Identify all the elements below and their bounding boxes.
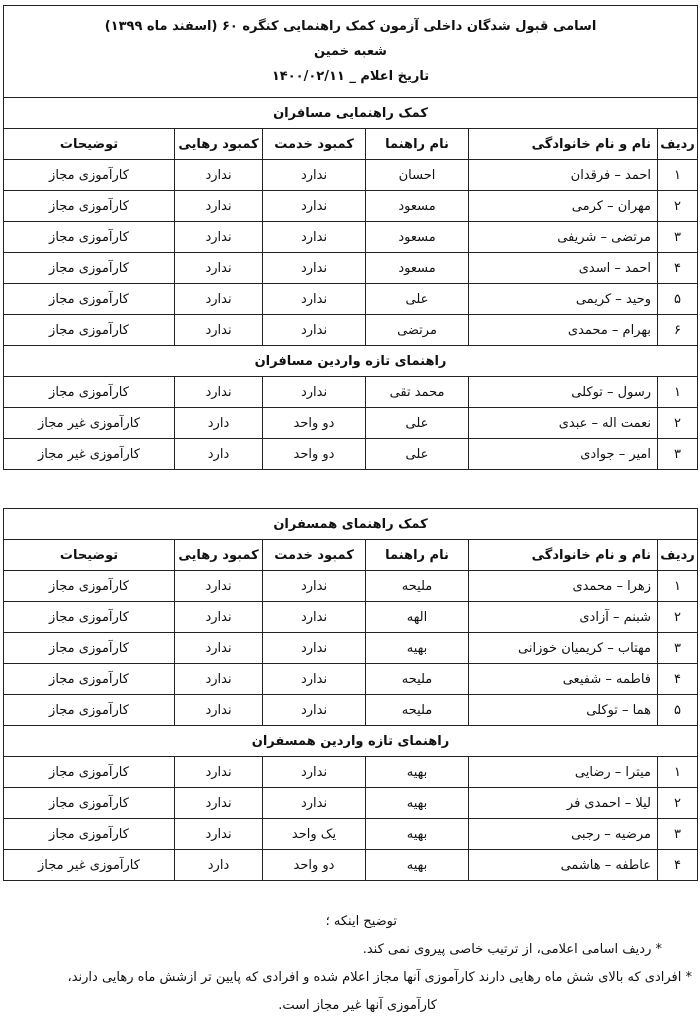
release-shortfall: ندارد (175, 191, 263, 222)
table-row (4, 222, 698, 253)
release-shortfall: ندارد (175, 757, 263, 788)
row-index: ۳ (658, 633, 698, 664)
guide-name: ملیحه (366, 571, 469, 602)
guide-name: مسعود (366, 253, 469, 284)
person-name: لیلا – احمدی فر (469, 788, 658, 819)
guide-name: احسان (366, 160, 469, 191)
service-shortfall: یک واحد (263, 819, 366, 850)
release-shortfall: ندارد (175, 284, 263, 315)
row-description: کارآموزی مجاز (4, 602, 175, 633)
release-shortfall: ندارد (175, 695, 263, 726)
table-1 (3, 5, 698, 470)
release-shortfall: ندارد (175, 819, 263, 850)
person-name: بهرام – محمدی (469, 315, 658, 346)
table-row (4, 664, 698, 695)
row-description: کارآموزی مجاز (4, 695, 175, 726)
person-name: مرضیه – رجبی (469, 819, 658, 850)
person-name: مهتاب – کریمیان خوزانی (469, 633, 658, 664)
row-index: ۱ (658, 757, 698, 788)
service-shortfall: ندارد (263, 664, 366, 695)
person-name: میترا – رضایی (469, 757, 658, 788)
person-name: امیر – جوادی (469, 439, 658, 470)
guide-name: علی (366, 439, 469, 470)
row-description: کارآموزی مجاز (4, 253, 175, 284)
guide-name: علی (366, 408, 469, 439)
notes-section (10, 908, 692, 1020)
person-name: رسول – توکلی (469, 377, 658, 408)
person-name: شبنم – آزادی (469, 602, 658, 633)
service-shortfall: ندارد (263, 571, 366, 602)
service-shortfall: دو واحد (263, 408, 366, 439)
row-index: ۴ (658, 253, 698, 284)
section-title-row (4, 726, 698, 757)
release-shortfall: ندارد (175, 571, 263, 602)
release-shortfall: ندارد (175, 664, 263, 695)
service-shortfall: ندارد (263, 602, 366, 633)
service-shortfall: ندارد (263, 284, 366, 315)
guide-name: مسعود (366, 191, 469, 222)
document-title: اسامی قبول شدگان داخلی آزمون کمک راهنمایی کنگره ۶۰ (اسفند ماه ۱۳۹۹) (104, 19, 597, 34)
table-row (4, 695, 698, 726)
release-shortfall: دارد (175, 408, 263, 439)
person-name: عاطفه – هاشمی (469, 850, 658, 881)
row-description: کارآموزی مجاز (4, 788, 175, 819)
header-description: توضیحات (4, 129, 175, 160)
table-row (4, 191, 698, 222)
row-description: کارآموزی مجاز (4, 633, 175, 664)
service-shortfall: ندارد (263, 377, 366, 408)
guide-name: الهه (366, 602, 469, 633)
table-header-row (4, 540, 698, 571)
service-shortfall: ندارد (263, 633, 366, 664)
service-shortfall: ندارد (263, 757, 366, 788)
row-description: کارآموزی مجاز (4, 757, 175, 788)
row-description: کارآموزی مجاز (4, 377, 175, 408)
document-title-block (4, 6, 698, 98)
release-shortfall: ندارد (175, 633, 263, 664)
section-title: کمک راهنمایی مسافران (4, 98, 698, 129)
table-2 (3, 508, 698, 881)
section-title: کمک راهنمای همسفران (4, 509, 698, 540)
row-description: کارآموزی مجاز (4, 571, 175, 602)
guide-name: بهیه (366, 819, 469, 850)
person-name: زهرا – محمدی (469, 571, 658, 602)
row-description: کارآموزی مجاز (4, 664, 175, 695)
table-row (4, 377, 698, 408)
guide-name: علی (366, 284, 469, 315)
row-index: ۲ (658, 788, 698, 819)
row-index: ۳ (658, 819, 698, 850)
row-index: ۴ (658, 850, 698, 881)
row-index: ۱ (658, 160, 698, 191)
section-title-row (4, 509, 698, 540)
header-index: ردیف (658, 129, 698, 160)
row-description: کارآموزی مجاز (4, 191, 175, 222)
table-row (4, 757, 698, 788)
table-row (4, 253, 698, 284)
header-name: نام و نام خانوادگی (469, 129, 658, 160)
release-shortfall: ندارد (175, 315, 263, 346)
row-index: ۵ (658, 695, 698, 726)
table-row (4, 788, 698, 819)
guide-name: محمد تقی (366, 377, 469, 408)
person-name: نعمت اله – عبدی (469, 408, 658, 439)
service-shortfall: ندارد (263, 695, 366, 726)
row-description: کارآموزی مجاز (4, 315, 175, 346)
table-row (4, 284, 698, 315)
person-name: مهران – کرمی (469, 191, 658, 222)
table-row (4, 633, 698, 664)
row-index: ۲ (658, 191, 698, 222)
notes-title: توضیح اینکه ؛ (325, 914, 397, 929)
section-title: راهنمای تازه واردین همسفران (4, 726, 698, 757)
guide-name: ملیحه (366, 664, 469, 695)
release-shortfall: ندارد (175, 160, 263, 191)
table-row (4, 408, 698, 439)
header-guide: نام راهنما (366, 129, 469, 160)
guide-name: بهیه (366, 788, 469, 819)
person-name: وحید – کریمی (469, 284, 658, 315)
row-description: کارآموزی مجاز (4, 284, 175, 315)
row-description: کارآموزی مجاز (4, 819, 175, 850)
branch-name: شعبه خمین (314, 44, 387, 59)
section-title: راهنمای تازه واردین مسافران (4, 346, 698, 377)
header-guide: نام راهنما (366, 540, 469, 571)
row-index: ۳ (658, 439, 698, 470)
section-title-row (4, 98, 698, 129)
person-name: احمد – اسدی (469, 253, 658, 284)
row-index: ۶ (658, 315, 698, 346)
table-row (4, 160, 698, 191)
table-row (4, 571, 698, 602)
person-name: احمد – فرقدان (469, 160, 658, 191)
table-row (4, 819, 698, 850)
header-release: کمبود رهایی (175, 540, 263, 571)
person-name: فاطمه – شفیعی (469, 664, 658, 695)
header-description: توضیحات (4, 540, 175, 571)
row-index: ۲ (658, 602, 698, 633)
guide-name: ملیحه (366, 695, 469, 726)
release-shortfall: ندارد (175, 253, 263, 284)
note-line-2: * افرادی که بالای شش ماه رهایی دارند کارآموزی آنها مجاز اعلام شده و افرادی که پایین تر ازشش ماه رهایی دارند، (67, 970, 692, 985)
service-shortfall: ندارد (263, 160, 366, 191)
guide-name: بهیه (366, 633, 469, 664)
person-name: هما – توکلی (469, 695, 658, 726)
release-shortfall: دارد (175, 850, 263, 881)
table-row (4, 439, 698, 470)
row-index: ۴ (658, 664, 698, 695)
release-shortfall: ندارد (175, 788, 263, 819)
release-shortfall: ندارد (175, 377, 263, 408)
table-row (4, 602, 698, 633)
service-shortfall: ندارد (263, 191, 366, 222)
guide-name: مرتضی (366, 315, 469, 346)
release-shortfall: ندارد (175, 222, 263, 253)
release-shortfall: ندارد (175, 602, 263, 633)
row-description: کارآموزی غیر مجاز (4, 439, 175, 470)
service-shortfall: ندارد (263, 315, 366, 346)
row-description: کارآموزی غیر مجاز (4, 408, 175, 439)
row-description: کارآموزی مجاز (4, 160, 175, 191)
release-shortfall: دارد (175, 439, 263, 470)
header-index: ردیف (658, 540, 698, 571)
header-name: نام و نام خانوادگی (469, 540, 658, 571)
service-shortfall: دو واحد (263, 850, 366, 881)
header-release: کمبود رهایی (175, 129, 263, 160)
guide-name: بهیه (366, 757, 469, 788)
row-index: ۱ (658, 377, 698, 408)
row-description: کارآموزی غیر مجاز (4, 850, 175, 881)
table-header-row (4, 129, 698, 160)
row-index: ۵ (658, 284, 698, 315)
table-row (4, 315, 698, 346)
row-index: ۱ (658, 571, 698, 602)
section-title-row (4, 346, 698, 377)
note-line-1: * ردیف اسامی اعلامی، از ترتیب خاصی پیروی نمی کند. (362, 942, 662, 957)
note-line-3: کارآموزی آنها غیر مجاز است. (278, 998, 437, 1013)
person-name: مرتضی – شریفی (469, 222, 658, 253)
table-row (4, 850, 698, 881)
header-service: کمبود خدمت (263, 540, 366, 571)
guide-name: بهیه (366, 850, 469, 881)
service-shortfall: ندارد (263, 253, 366, 284)
service-shortfall: دو واحد (263, 439, 366, 470)
row-index: ۳ (658, 222, 698, 253)
service-shortfall: ندارد (263, 222, 366, 253)
announce-date: تاریخ اعلام _ ۱۴۰۰/۰۲/۱۱ (271, 69, 430, 84)
row-description: کارآموزی مجاز (4, 222, 175, 253)
service-shortfall: ندارد (263, 788, 366, 819)
guide-name: مسعود (366, 222, 469, 253)
header-service: کمبود خدمت (263, 129, 366, 160)
row-index: ۲ (658, 408, 698, 439)
